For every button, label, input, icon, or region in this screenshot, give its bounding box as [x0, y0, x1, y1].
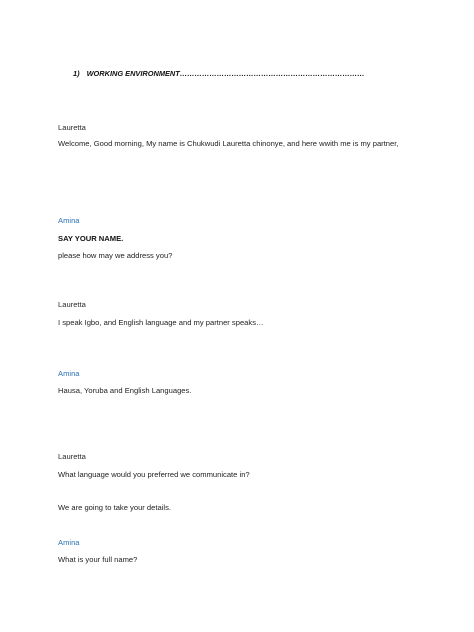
dialogue-line: Hausa, Yoruba and English Languages. — [58, 386, 192, 395]
section-heading — [73, 69, 365, 78]
dialogue-line: We are going to take your details. — [58, 503, 171, 512]
dialogue-line: Welcome, Good morning, My name is Chukwudi Lauretta chinonye, and here wwith me is my partner, — [58, 139, 399, 148]
dialogue-line: What language would you preferred we communicate in? — [58, 470, 250, 479]
speaker-label-amina: Amina — [58, 216, 80, 225]
dialogue-line: please how may we address you? — [58, 251, 173, 260]
dialogue-line: What is your full name? — [58, 555, 138, 564]
section-number: 1) — [73, 69, 80, 78]
section-title: WORKING ENVIRONMENT………………………………………………………………… — [86, 69, 365, 78]
speaker-label-lauretta: Lauretta — [58, 300, 86, 309]
speaker-label-amina: Amina — [58, 538, 80, 547]
speaker-label-amina: Amina — [58, 369, 80, 378]
speaker-label-lauretta: Lauretta — [58, 452, 86, 461]
dialogue-line: SAY YOUR NAME. — [58, 234, 124, 243]
speaker-label-lauretta: Lauretta — [58, 123, 86, 132]
dialogue-line: I speak Igbo, and English language and my partner speaks… — [58, 318, 264, 327]
